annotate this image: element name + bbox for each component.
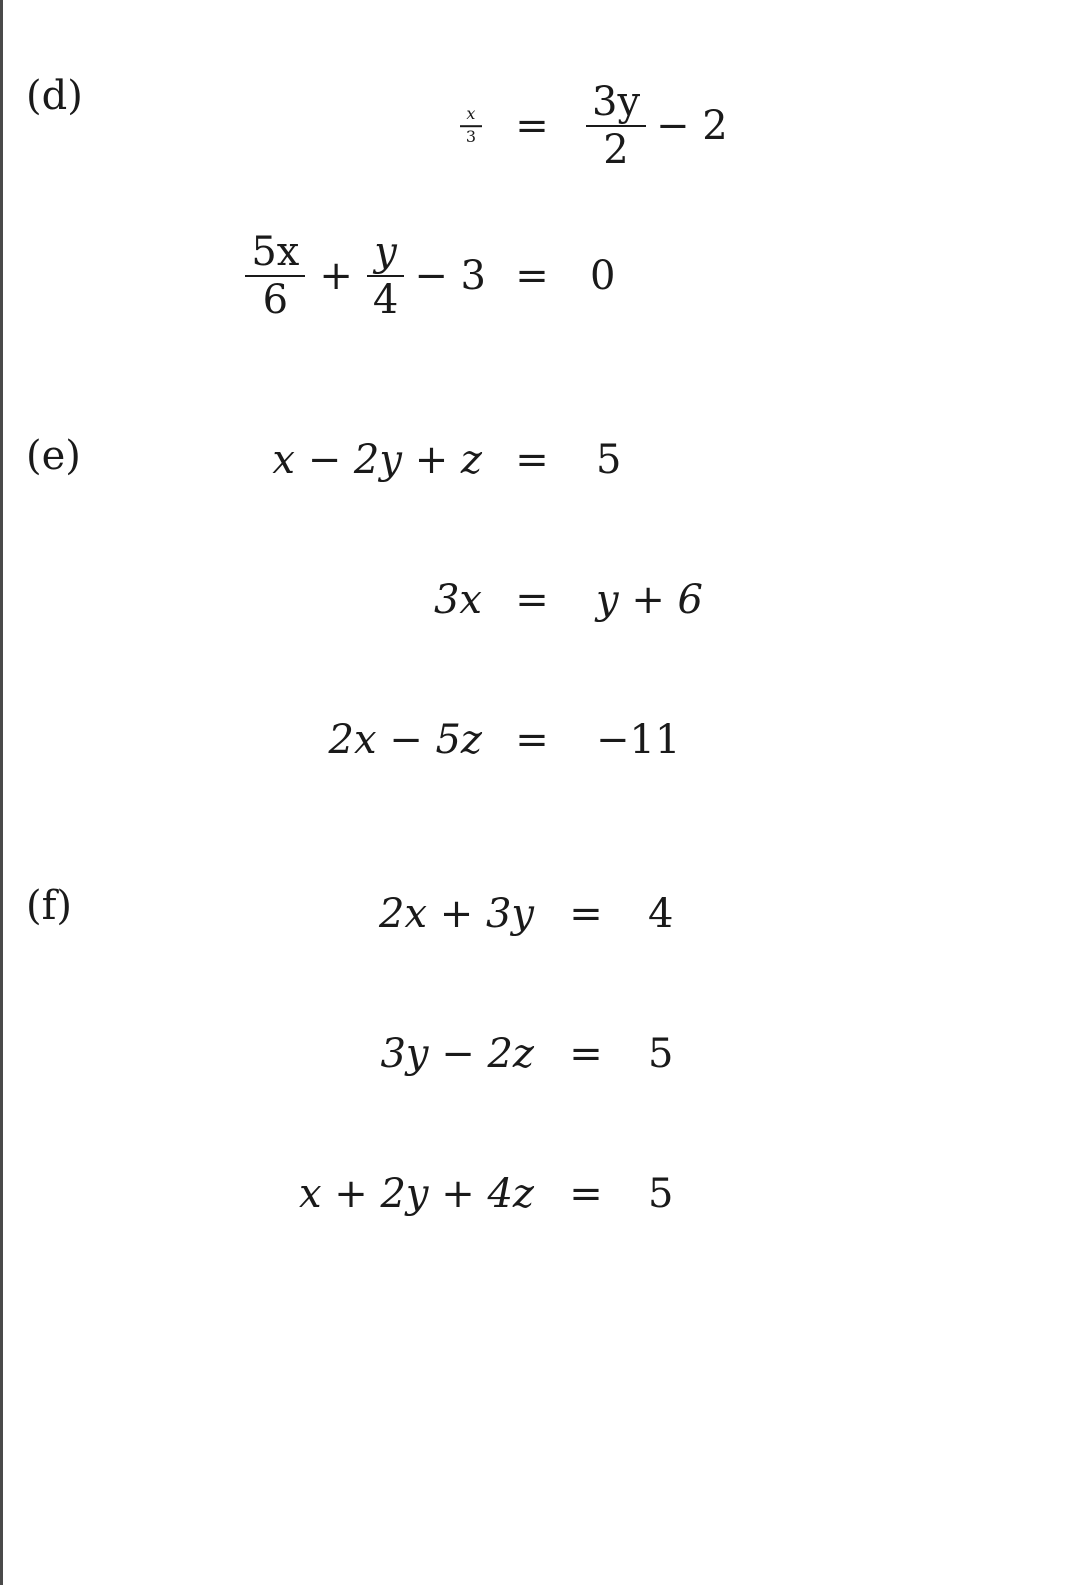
fraction-x-over-3: $\frac{x}{3}$ bbox=[460, 106, 482, 146]
fraction-5x-over-6: $\frac{5x}{6}$ bbox=[245, 231, 305, 321]
part-label-e: (e) bbox=[26, 433, 81, 479]
equals-sign: = bbox=[515, 103, 549, 149]
equals-sign: = bbox=[515, 577, 549, 623]
equals-sign: = bbox=[569, 891, 603, 937]
part-label-d: (d) bbox=[26, 73, 83, 119]
equals-sign: = bbox=[515, 253, 549, 299]
equals-sign: = bbox=[569, 1171, 603, 1217]
equals-sign: = bbox=[569, 1031, 603, 1077]
equals-sign: = bbox=[515, 717, 549, 763]
part-label-f: (f) bbox=[26, 883, 73, 929]
fraction-y-over-4: $\frac{y}{4}$ bbox=[367, 231, 404, 321]
equals-sign: = bbox=[515, 437, 549, 483]
fraction-3y-over-2: $\frac{3y}{2}$ bbox=[586, 81, 646, 171]
